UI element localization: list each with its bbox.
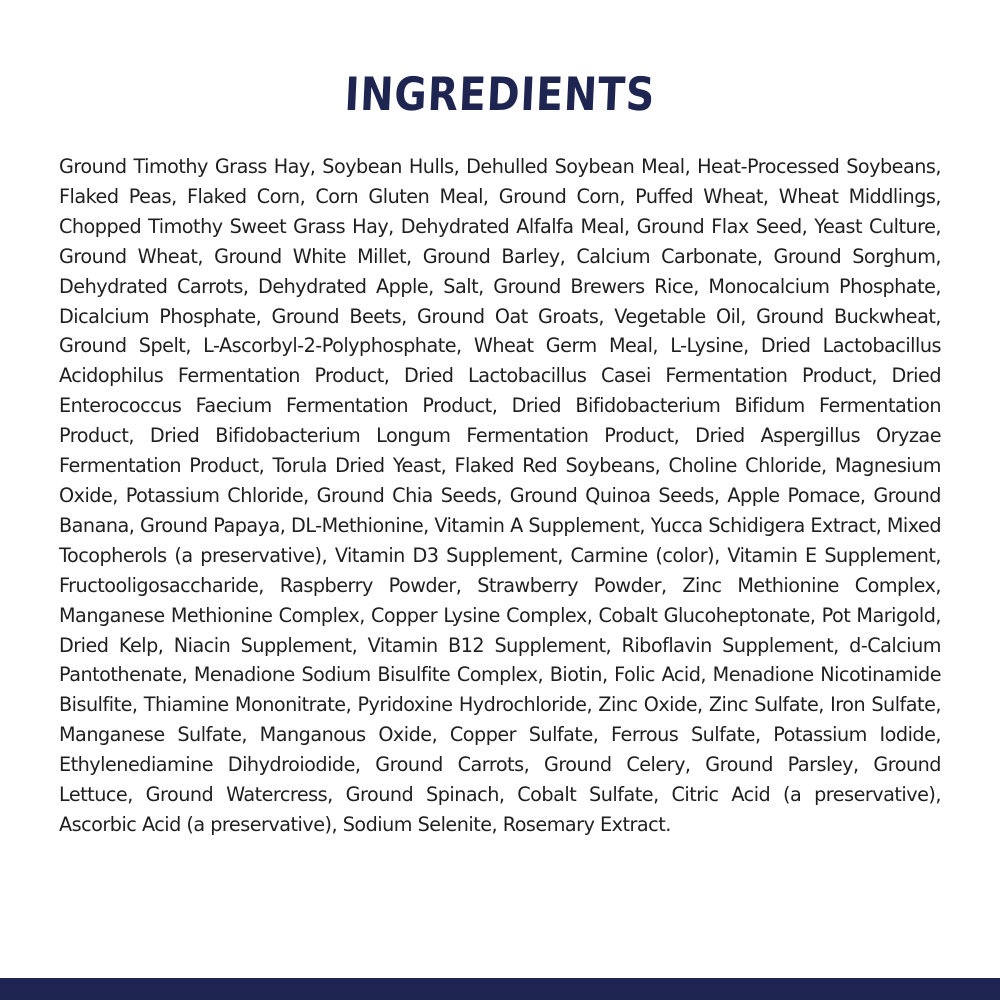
page-title: INGREDIENTS xyxy=(343,67,657,121)
ingredients-list: Ground Timothy Grass Hay, Soybean Hulls, Dehulled Soybean Meal, Heat-Processed Soybeans, Flaked Peas, Flaked Corn, Corn Gluten Meal, Ground Corn, Puffed Wheat, Wheat Middlings, Chopped Timothy Sweet Grass Hay, Dehydrated Alfalfa Meal, Ground Flax Seed, Yeast Culture, Ground Wheat, Ground White Millet, Ground Barley, Calcium Carbonate, Ground Sorghum, Dehydrated Carrots, Dehydrated Apple, Salt, Ground Brewers Rice, Monocalcium Phosphate, Dicalcium Phosphate, Ground Beets, Ground Oat Groats, Vegetable Oil, Ground Buckwheat, Ground Spelt, L-Ascorbyl-2-Polyphosphate, Wheat Germ Meal, L-Lysine, Dried Lactobacillus Acidophilus Fermentation Product, Dried Lactobacillus Casei Fermentation Product, Dried Enterococcus Faecium Fermentation Product, Dried Bifidobacterium Bifidum Fermentation Product, Dried Bifidobacterium Longum Fermentation Product, Dried Aspergillus Oryzae Fermentation Product, Torula Dried Yeast, Flaked Red Soybeans, Choline Chloride, Magnesium Oxide, Potassium Chloride, Ground Chia Seeds, Ground Quinoa Seeds, Apple Pomace, Ground Banana, Ground Papaya, DL-Methionine, Vitamin A Supplement, Yucca Schidigera Extract, Mixed Tocopherols (a preservative), Vitamin D3 Supplement, Carmine (color), Vitamin E Supplement, Fructooligosaccharide, Raspberry Powder, Strawberry Powder, Zinc Methionine Complex, Manganese Methionine Complex, Copper Lysine Complex, Cobalt Glucoheptonate, Pot Marigold, Dried Kelp, Niacin Supplement, Vitamin B12 Supplement, Riboflavin Supplement, d-Calcium Pantothenate, Menadione Sodium Bisulfite Complex, Biotin, Folic Acid, Menadione Nicotinamide Bisulfite, Thiamine Mononitrate, Pyridoxine Hydrochloride, Zinc Oxide, Zinc Sulfate, Iron Sulfate, Manganese Sulfate, Manganous Oxide, Copper Sulfate, Ferrous Sulfate, Potassium Iodide, Ethylenediamine Dihydroiodide, Ground Carrots, Ground Celery, Ground Parsley, Ground Lettuce, Ground Watercress, Ground Spinach, Cobalt Sulfate, Citric Acid (a preservative), Ascorbic Acid (a preservative), Sodium Selenite, Rosemary Extract. xyxy=(59,155,941,836)
footer-bar xyxy=(0,978,1000,1000)
